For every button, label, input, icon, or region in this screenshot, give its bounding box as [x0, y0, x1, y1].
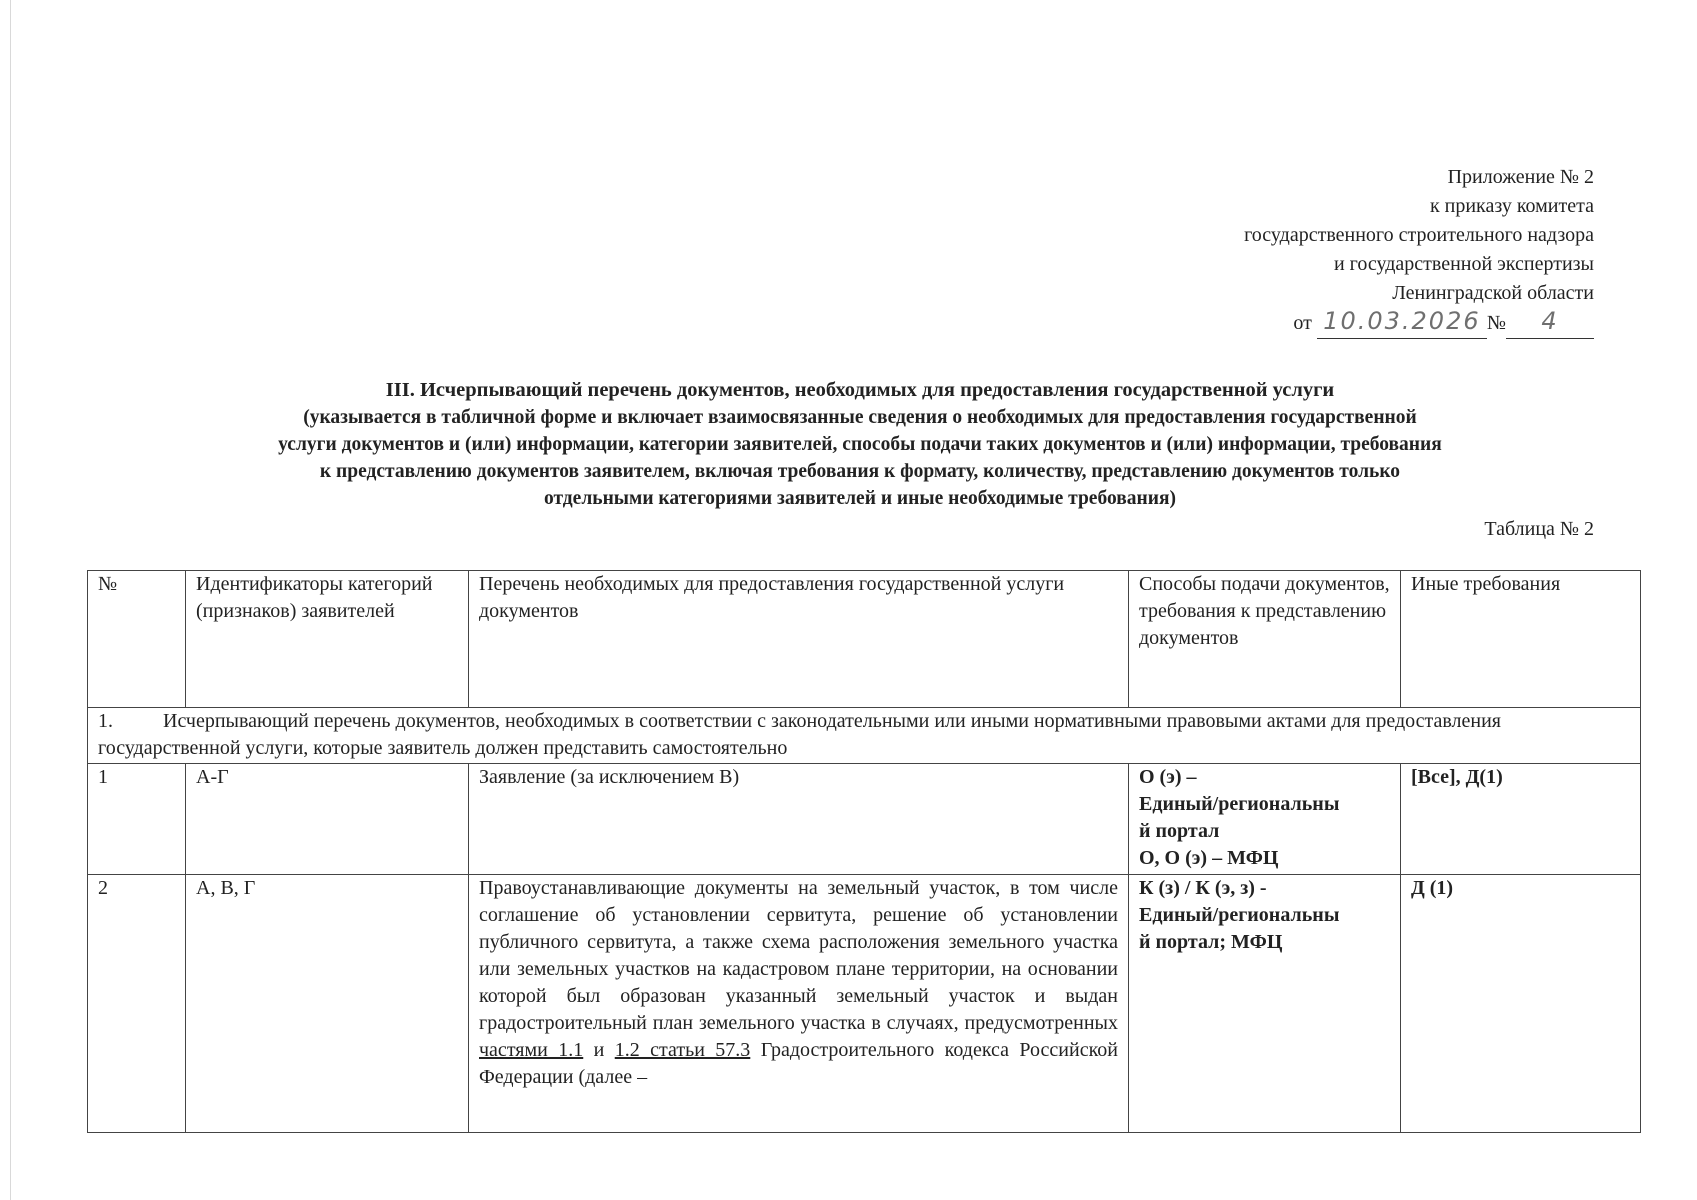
section-row	[88, 708, 1641, 764]
date-prefix: от	[1293, 312, 1312, 334]
submission-line: К (з) / К (э, з) -	[1139, 877, 1267, 899]
handwritten-date: 10.03.2026	[1323, 307, 1481, 335]
heading-title: III. Исчерпывающий перечень документов, необходимых для предоставления государственной услуги	[385, 379, 1335, 401]
document-text: Правоустанавливающие документы на земельный участок, в том числе соглашение об установлении сервитута, решение об установлении публичного сервитута, а также схема расположения земельного участка или земельных участков на кадастровом плане территории, на основании которой был образован указанный земельный участок и выдан градостроительный план земельного участка в случаях, предусмотренных	[479, 877, 1118, 1034]
section-text: Исчерпывающий перечень документов, необходимых в соответствии с законодательными или иными нормативными правовыми актами для предоставления государственной услуги, которые заявитель должен представить самостоятельно	[98, 710, 1501, 759]
section-number: 1.	[98, 710, 113, 732]
heading-line: к представлению документов заявителем, включая требования к формату, количеству, представлению документов только	[319, 461, 1401, 482]
number-field	[1506, 309, 1594, 339]
row-document	[469, 875, 1129, 1133]
table-row	[88, 764, 1641, 875]
approval-line: государственного строительного надзора	[1244, 224, 1594, 246]
heading-line: услуги документов и (или) информации, категории заявителей, способы подачи таких документов и (или) информации, требования	[278, 434, 1442, 455]
number-prefix: №	[1486, 312, 1506, 334]
submission-line: О, О (э) – МФЦ	[1139, 847, 1279, 869]
row-categories: А, В, Г	[186, 875, 469, 1133]
row-categories: А-Г	[186, 764, 469, 875]
row-document: Заявление (за исключением В)	[469, 764, 1129, 875]
documents-table	[87, 570, 1641, 1133]
approval-line: к приказу комитета	[1429, 195, 1594, 217]
header-categories: Идентификаторы категорий (признаков) заявителей	[186, 571, 469, 708]
row-number: 1	[88, 764, 186, 875]
header-documents: Перечень необходимых для предоставления государственной услуги документов	[469, 571, 1129, 708]
approval-stamp	[1244, 163, 1594, 339]
heading-line: отдельными категориями заявителей и иные необходимые требования)	[543, 488, 1177, 509]
document-text: Градостроительного кодекса Российской Федерации (далее –	[479, 1039, 1118, 1088]
date-field	[1317, 309, 1487, 339]
scan-page-edge	[10, 0, 11, 1200]
submission-line: О (э) –	[1139, 766, 1197, 788]
handwritten-number: 4	[1541, 307, 1559, 335]
row-submission	[1129, 875, 1401, 1133]
document-text: и	[593, 1039, 605, 1061]
approval-line: Приложение № 2	[1447, 166, 1594, 188]
row-number: 2	[88, 875, 186, 1133]
approval-line: Ленинградской области	[1392, 282, 1594, 304]
row-other-requirements: Д (1)	[1401, 875, 1641, 1133]
table-header-row	[88, 571, 1641, 708]
section-heading	[120, 377, 1600, 512]
submission-line: й портал	[1139, 820, 1220, 842]
law-reference-link: 1.2 статьи 57.3	[614, 1039, 751, 1061]
row-submission	[1129, 764, 1401, 875]
submission-line: й портал; МФЦ	[1139, 931, 1283, 953]
law-reference-link: частями 1.1	[479, 1039, 584, 1061]
row-other-requirements: [Все], Д(1)	[1401, 764, 1641, 875]
section-cell	[88, 708, 1641, 764]
header-submission: Способы подачи документов, требования к представлению документов	[1129, 571, 1401, 708]
approval-date-line	[1293, 309, 1594, 339]
table-label: Таблица № 2	[1484, 518, 1594, 540]
heading-line: (указывается в табличной форме и включает взаимосвязанные сведения о необходимых для предоставления государственной	[303, 407, 1417, 428]
submission-line: Единый/региональны	[1139, 904, 1340, 926]
submission-line: Единый/региональны	[1139, 793, 1340, 815]
table-row	[88, 875, 1641, 1133]
header-number: №	[88, 571, 186, 708]
header-other-requirements: Иные требования	[1401, 571, 1641, 708]
approval-line: и государственной экспертизы	[1333, 253, 1594, 275]
